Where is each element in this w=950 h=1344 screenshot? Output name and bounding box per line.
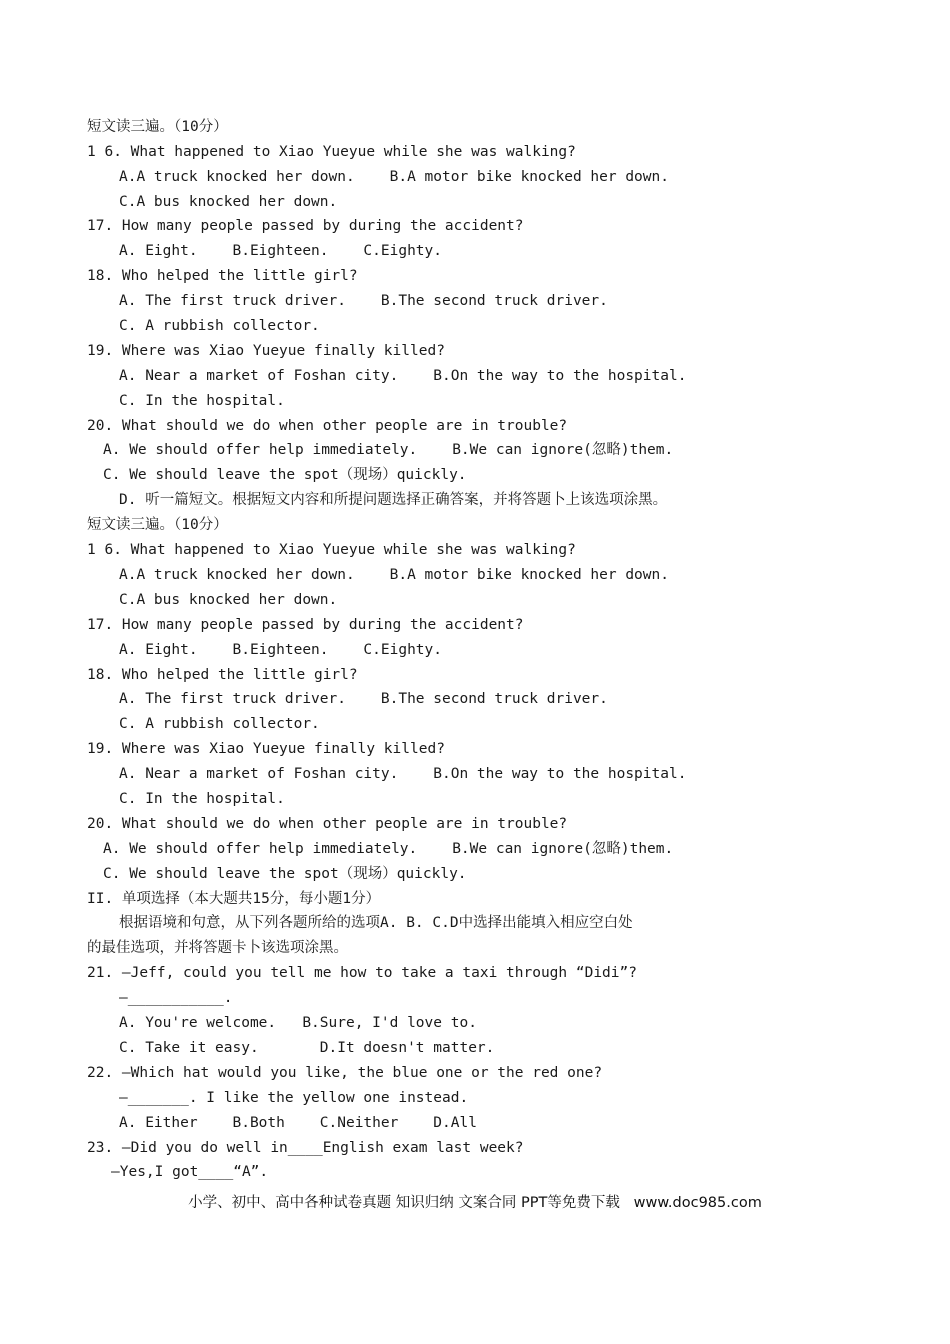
question-17: 17. How many people passed by during the accident?: [87, 617, 524, 633]
question-20: 20. What should we do when other people are in trouble?: [87, 816, 568, 832]
options-18-c: C. A rubbish collector.: [119, 318, 320, 334]
section-heading: 短文读三遍。（10分）: [87, 119, 228, 135]
instruction-text: D. 听一篇短文。根据短文内容和所提问题选择正确答案，并将答题卜上该选项涂黑。: [119, 492, 668, 508]
question-17: 17. How many people passed by during the accident?: [87, 218, 524, 234]
options-20-c: C. We should leave the spot（现场）quickly.: [103, 467, 467, 483]
question-16: 1 6. What happened to Xiao Yueyue while she was walking?: [87, 542, 576, 558]
answer-blank-21: —___________.: [119, 990, 233, 1006]
options-17: A. Eight. B.Eighteen. C.Eighty.: [119, 243, 443, 259]
options-20-c: C. We should leave the spot（现场）quickly.: [103, 866, 467, 882]
options-21-ab: A. You're welcome. B.Sure, I'd love to.: [119, 1015, 477, 1031]
section-ii-heading: II. 单项选择（本大题共15分，每小题1分）: [87, 891, 381, 907]
question-22: 22. —Which hat would you like, the blue one or the red one?: [87, 1065, 603, 1081]
options-20-ab: A. We should offer help immediately. B.We can ignore(忽略)them.: [103, 841, 674, 857]
options-18-c: C. A rubbish collector.: [119, 716, 320, 732]
answer-line-23: —Yes,I got____“A”.: [111, 1164, 269, 1180]
options-22: A. Either B.Both C.Neither D.All: [119, 1115, 477, 1131]
options-16-ab: A.A truck knocked her down. B.A motor bike knocked her down.: [119, 567, 669, 583]
options-19-ab: A. Near a market of Foshan city. B.On the way to the hospital.: [119, 766, 687, 782]
options-17: A. Eight. B.Eighteen. C.Eighty.: [119, 642, 443, 658]
options-19-c: C. In the hospital.: [119, 791, 285, 807]
question-19: 19. Where was Xiao Yueyue finally killed?: [87, 343, 445, 359]
options-20-ab: A. We should offer help immediately. B.We can ignore(忽略)them.: [103, 442, 674, 458]
question-16: 1 6. What happened to Xiao Yueyue while she was walking?: [87, 144, 576, 160]
answer-blank-22: —_______. I like the yellow one instead.: [119, 1090, 469, 1106]
page-footer: 小学、初中、高中各种试卷真题 知识归纳 文案合同 PPT等免费下载 www.doc985.com: [188, 1195, 762, 1211]
options-21-cd: C. Take it easy. D.It doesn't matter.: [119, 1040, 495, 1056]
question-19: 19. Where was Xiao Yueyue finally killed?: [87, 741, 445, 757]
options-18-ab: A. The first truck driver. B.The second truck driver.: [119, 691, 608, 707]
options-19-c: C. In the hospital.: [119, 393, 285, 409]
section-ii-instruction-2: 的最佳选项，并将答题卡卜该选项涂黑。: [87, 940, 348, 956]
question-18: 18. Who helped the little girl?: [87, 268, 358, 284]
section-ii-instruction-1: 根据语境和句意，从下列各题所给的选项A. B. C.D中选择出能填入相应空白处: [119, 915, 633, 931]
question-23: 23. —Did you do well in____English exam last week?: [87, 1140, 524, 1156]
options-16-ab: A.A truck knocked her down. B.A motor bike knocked her down.: [119, 169, 669, 185]
question-20: 20. What should we do when other people are in trouble?: [87, 418, 568, 434]
options-16-c: C.A bus knocked her down.: [119, 194, 338, 210]
options-18-ab: A. The first truck driver. B.The second truck driver.: [119, 293, 608, 309]
question-18: 18. Who helped the little girl?: [87, 667, 358, 683]
section-heading: 短文读三遍。（10分）: [87, 517, 228, 533]
options-19-ab: A. Near a market of Foshan city. B.On the way to the hospital.: [119, 368, 687, 384]
options-16-c: C.A bus knocked her down.: [119, 592, 338, 608]
question-21: 21. —Jeff, could you tell me how to take a taxi through “Didi”?: [87, 965, 637, 981]
